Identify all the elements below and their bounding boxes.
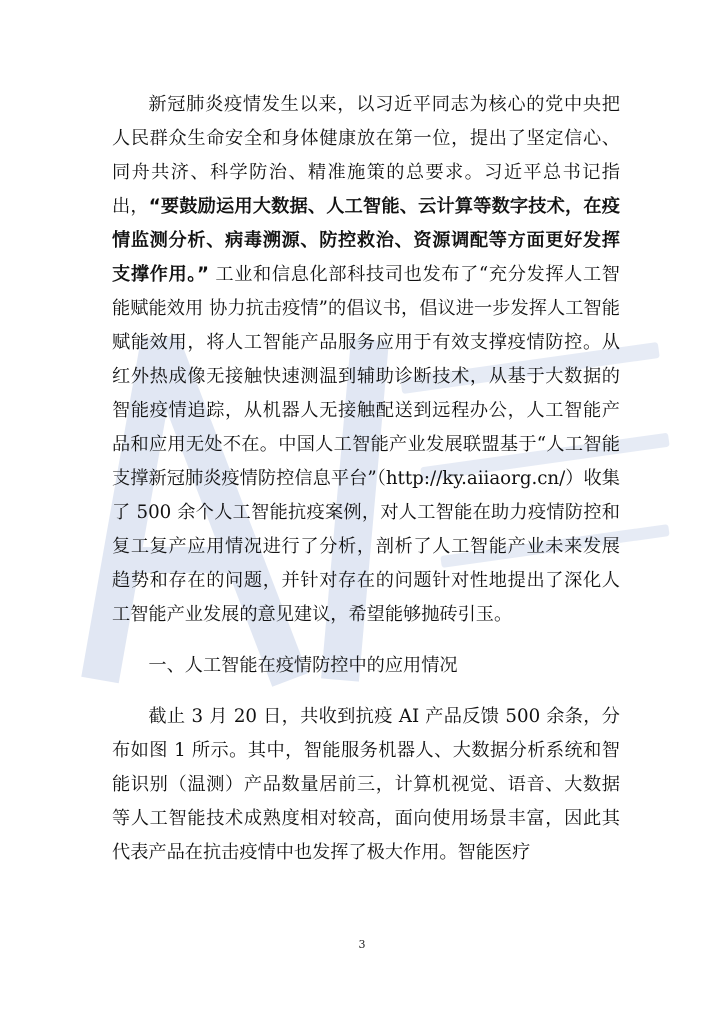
document-body [112,88,620,870]
section-heading: 一、人工智能在疫情防控中的应用情况 [148,655,458,676]
quote-bold-text: “要鼓励运用大数据、人工智能、云计算等数字技术，在疫情监测分析、病毒溯源、防控救治、资源调配等方面更好发挥支撑作用。” [112,196,620,285]
page-number: 3 [358,938,366,951]
body-paragraph: 截止 3 月 20 日，共收到抗疫 AI 产品反馈 500 余条，分布如图 1 所示。其中，智能服务机器人、大数据分析系统和智能识别（温测）产品数量居前三，计算机视觉、语音、大数据等人工智能技术成熟度相对较高，面向使用场景丰富，因此其代表产品在抗击疫情中也发挥了极大作用。智能医疗 [112,706,620,863]
intro-text-before: 新冠肺炎疫情发生以来，以习近平同志为核心的党中央把人民群众生命安全和身体健康放在第一位，提出了坚定信心、同舟共济、科学防治、精准施策的总要求。习近平总书记指出， [112,94,620,217]
intro-text-after: 工业和信息化部科技司也发布了“充分发挥人工智能赋能效用 协力抗击疫情”的倡议书，倡议进一步发挥人工智能赋能效用，将人工智能产品服务应用于有效支撑疫情防控。从红外热成像无接触快速测温到辅助诊断技术，从基于大数据的智能疫情追踪，从机器人无接触配送到远程办公，人工智能产品和应用无处不在。中国人工智能产业发展联盟基于“人工智能支撑新冠肺炎疫情防控信息平台”（http://ky.aiiaorg.cn/）收集了 500 余个人工智能抗疫案例，对人工智能在助力疫情防控和复工复产应用情况进行了分析，剖析了人工智能产业未来发展趋势和存在的问题，并针对存在的问题针对性地提出了深化人工智能产业发展的意见建议，希望能够抛砖引玉。 [112,264,620,625]
intro-paragraph [112,88,620,632]
